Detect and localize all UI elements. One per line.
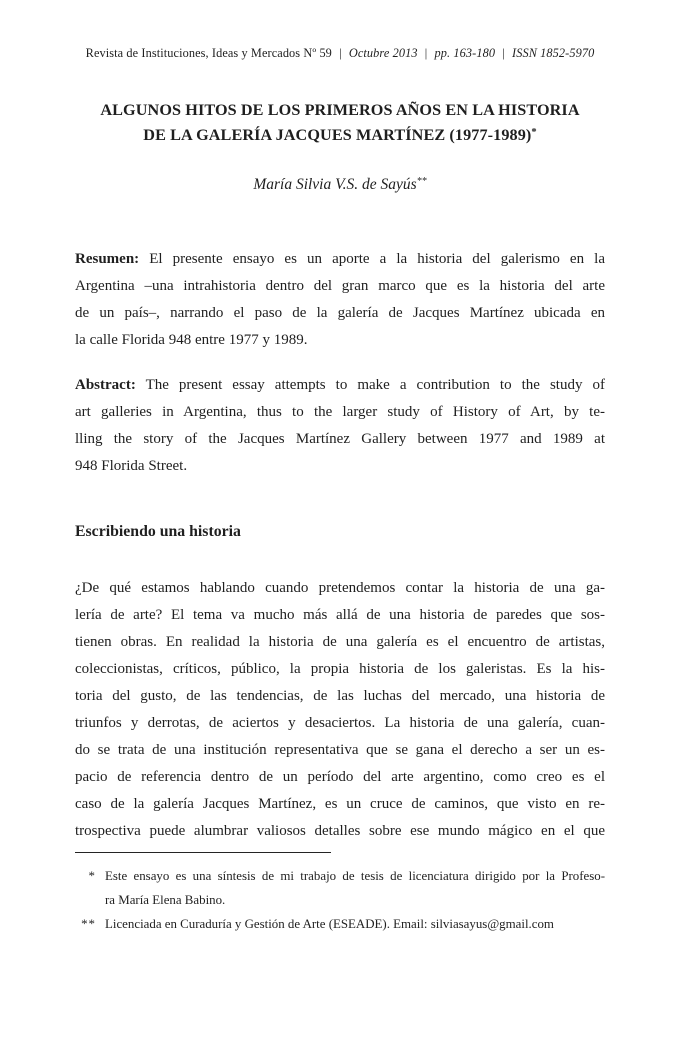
- text-line: 948 Florida Street.: [75, 458, 188, 474]
- text-line: art galleries in Argentina, thus to the larger study of History of Art, by te-: [75, 404, 605, 420]
- footnote: [75, 912, 605, 936]
- text-line: do se trata de una institución representativa que se gana el derecho a ser un es-: [75, 742, 605, 758]
- text-line: tienen obras. En realidad la historia de una galería es el encuentro de artistas,: [75, 634, 605, 650]
- journal-title: Revista de Instituciones, Ideas y Mercados Nº 59: [85, 46, 332, 60]
- header-separator: |: [424, 46, 428, 60]
- text-line: caso de la galería Jacques Martínez, es un cruce de caminos, que visto en re-: [75, 796, 605, 812]
- text-line: trospectiva puede alumbrar valiosos detalles sobre ese mundo mágico en el que: [75, 823, 605, 839]
- text-line: lling the story of the Jacques Martínez Gallery between 1977 and 1989 at: [75, 431, 605, 447]
- text-line: lería de arte? El tema va mucho más allá de una historia de paredes que sos-: [75, 607, 605, 623]
- text-line: pacio de referencia dentro de un período del arte argentino, como creo es el: [75, 769, 605, 785]
- paragraph-label: Abstract:: [75, 377, 136, 393]
- author-name: María Silvia V.S. de Sayús: [253, 176, 417, 193]
- resumen-paragraph: [75, 246, 605, 354]
- paragraph-label: Resumen:: [75, 251, 140, 267]
- article-title-line1: ALGUNOS HITOS DE LOS PRIMEROS AÑOS EN LA HISTORIA: [100, 101, 580, 119]
- section-heading: Escribiendo una historia: [75, 523, 241, 540]
- abstract-paragraph: [75, 372, 605, 480]
- author-footnote-marker: **: [416, 176, 427, 188]
- header-separator: |: [339, 46, 342, 60]
- text-line: de un país–, narrando el paso de la galería de Jacques Martínez ubicada en: [75, 305, 605, 321]
- article-title-line2-text: DE LA GALERÍA JACQUES MARTÍNEZ (1977-1989): [143, 126, 532, 144]
- footnote-marker: **: [81, 917, 96, 931]
- footnote-marker: *: [88, 869, 96, 883]
- text-line: toria del gusto, de las tendencias, de las luchas del mercado, una historia de: [75, 688, 605, 704]
- journal-pages: pp. 163-180: [434, 46, 496, 60]
- journal-issue-date: Octubre 2013: [348, 46, 418, 60]
- footnote-divider: [75, 852, 331, 853]
- text-line: Resumen: El presente ensayo es un aporte a la historia del galerismo en la: [75, 251, 605, 267]
- text-line: ¿De qué estamos hablando cuando pretendemos contar la historia de una ga-: [75, 580, 605, 596]
- article-title-line2: [75, 123, 605, 150]
- footnote-text: [105, 912, 605, 936]
- text-line: triunfos y derrotas, de aciertos y desaciertos. La historia de una galería, cuan-: [75, 715, 605, 731]
- body-paragraph: [75, 575, 605, 845]
- text-line: Abstract: The present essay attempts to make a contribution to the study of: [75, 377, 605, 393]
- journal-header: [75, 45, 605, 61]
- footnote-line: ra María Elena Babino.: [105, 893, 226, 907]
- footnotes: [75, 864, 605, 936]
- text-line: Argentina –una intrahistoria dentro del gran marco que es la historia del arte: [75, 278, 605, 294]
- title-footnote-marker: *: [531, 127, 537, 139]
- author-line: [75, 175, 605, 197]
- footnote: [75, 864, 605, 912]
- footnote-line: Licenciada en Curaduría y Gestión de Arte (ESEADE). Email: silviasayus@gmail.com: [105, 917, 554, 931]
- article-title: [75, 98, 605, 150]
- journal-issn: ISSN 1852-5970: [512, 46, 595, 60]
- text-line: coleccionistas, críticos, público, la propia historia de los galeristas. Es la his-: [75, 661, 605, 677]
- text-line: la calle Florida 948 entre 1977 y 1989.: [75, 332, 308, 348]
- footnote-line: Este ensayo es una síntesis de mi trabajo de tesis de licenciatura dirigido por la Profeso-: [105, 869, 605, 883]
- footnote-text: [105, 864, 605, 912]
- header-separator: |: [502, 46, 505, 60]
